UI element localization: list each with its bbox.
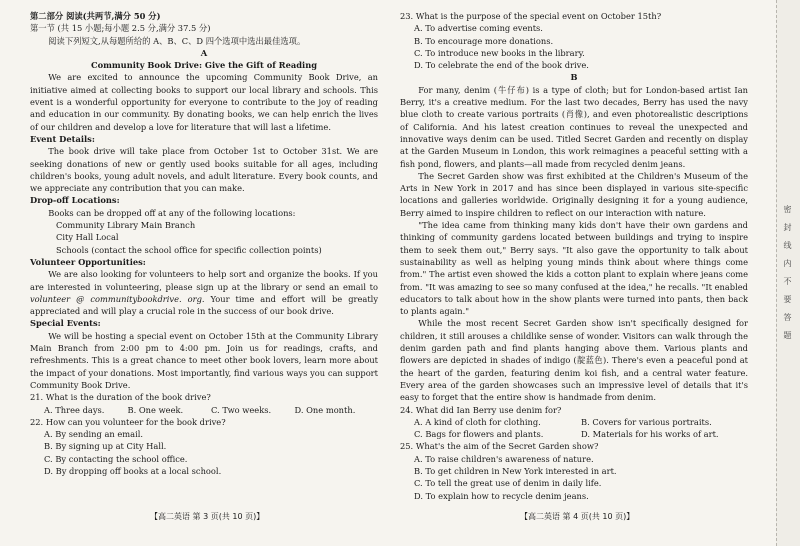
question-23-stem: 23. What is the purpose of the special event on October 15th?	[400, 11, 662, 21]
question-21-stem: 21. What is the duration of the book drive?	[30, 392, 211, 403]
option-a: A. A kind of cloth for clothing.	[414, 416, 541, 427]
option-c: C. Bags for flowers and plants.	[414, 429, 544, 440]
question-22-stem: 22. How can you volunteer for the book drive?	[30, 416, 226, 427]
passage-b-letter: B	[570, 72, 578, 83]
option-b: B. To encourage more donations.	[414, 35, 554, 46]
passage-b-paragraph-2: The Secret Garden show was first exhibited at the Children's Museum of the Arts in New York in 2017 and has since been displayed in various site-specific locations and galleries worldwide. Originally designing it for a young audience, Berry aimed to inspire children to reflect on our interaction with nature.	[400, 170, 748, 218]
volunteer-text	[30, 268, 378, 317]
question-21-options	[44, 404, 378, 416]
question-24-stem: 24. What did Ian Berry use denim for?	[400, 404, 562, 415]
option-b: B. To get children in New York interested in art.	[414, 465, 617, 476]
question-24-options-row-2	[414, 428, 748, 440]
dropoff-heading: Drop-off Locations:	[30, 195, 120, 206]
binding-margin	[776, 0, 800, 546]
option-c: C. To introduce new books in the library.	[414, 47, 585, 58]
option-c: C. Two weeks.	[211, 404, 272, 415]
special-events-text: We will be hosting a special event on October 15th at the Community Library Main Branch from 2:00 pm to 4:00 pm. Join us for readings, crafts, and refreshments. This is a great chance to meet other book lovers, learn more about the impact of your donations. Most importantly, find various ways you can support Community Book Drive.	[30, 330, 378, 390]
location-item: Schools (contact the school office for specific collection points)	[56, 244, 322, 255]
option-a: A. To advertise coming events.	[414, 23, 543, 34]
page-4-column	[400, 10, 748, 502]
passage-a-intro: We are excited to announce the upcoming Community Book Drive, an initiative aimed at collecting books to support our local library and schools. This event is a wonderful opportunity for everyone to contribute to the joy of reading and education in our community. By donating books, we can help enrich the lives of our children and develop a love for literature that will last a lifetime.	[30, 72, 378, 132]
option-a: A. Three days.	[44, 404, 105, 415]
option-c: C. To tell the great use of denim in daily life.	[414, 478, 602, 489]
option-a: A. By sending an email.	[44, 429, 144, 440]
location-item: City Hall Local	[56, 232, 119, 243]
option-b: B. One week.	[127, 404, 184, 415]
passage-a-title: Community Book Drive: Give the Gift of Reading	[90, 60, 318, 71]
volunteer-email: volunteer @ communitybookdrive. org	[30, 293, 202, 304]
dropoff-intro: Books can be dropped off at any of the following locations:	[48, 207, 296, 218]
option-d: D. To explain how to recycle denim jeans.	[414, 490, 589, 501]
page-3-column	[30, 10, 378, 477]
option-b: B. By signing up at City Hall.	[44, 441, 167, 452]
page-4-footer: 【高二英语 第 4 页(共 10 页)】	[520, 512, 635, 521]
section-title: 第一节 (共 15 小题;每小题 2.5 分,满分 37.5 分)	[30, 23, 211, 34]
option-d: D. By dropping off books at a local school.	[44, 465, 222, 476]
part-title: 第二部分 阅读(共两节,满分 50 分)	[30, 11, 161, 21]
option-c: C. By contacting the school office.	[44, 453, 188, 464]
volunteer-heading: Volunteer Opportunities:	[30, 256, 146, 267]
question-24-options-row-1	[414, 416, 748, 428]
instruction: 阅读下列短文,从每题所给的 A、B、C、D 四个选项中选出最佳选项。	[48, 35, 306, 46]
option-d: D. One month.	[294, 404, 356, 415]
event-details-heading: Event Details:	[30, 133, 95, 144]
special-events-heading: Special Events:	[30, 318, 101, 329]
passage-b-paragraph-1: For many, denim (牛仔布) is a type of cloth; but for London-based artist Ian Berry, it's a creative medium. For the last two decades, Berry has used the navy blue cloth to create various portraits (肖像), and even photorealistic descriptions of California. And his latest creation continues to reveal the unexpected and innovative ways denim can be used. Titled Secret Garden and recently on display at the Garden Museum in London, this work reimagines a peaceful setting with a fish pond, flowers, and plants—all made from recycled denim jeans.	[400, 84, 748, 169]
page-3-footer: 【高二英语 第 3 页(共 10 页)】	[150, 512, 265, 521]
binding-notice: 密封线内不要答题	[783, 205, 792, 349]
volunteer-text-part2: . Your time and effort will be greatly appreciated and will play a crucial role in the success of our book drive.	[30, 293, 379, 317]
option-b: B. Covers for various portraits.	[581, 416, 712, 427]
option-a: A. To raise children's awareness of nature.	[414, 453, 594, 464]
question-25-stem: 25. What's the aim of the Secret Garden show?	[400, 441, 599, 452]
passage-b-paragraph-4: While the most recent Secret Garden show isn't specifically designed for children, it still arouses a childlike sense of wonder. Visitors can walk through the denim garden path and find plants hanging above them. Various plants and flowers are depicted in shades of indigo (靛蓝色). There's even a peaceful pond at the heart of the garden, featuring denim koi fish, and a central water feature. Every area of the garden showcases such an impressive level of details that it's easy to forget that the entire show is handmade from denim.	[400, 318, 748, 403]
passage-b-paragraph-3: "The idea came from thinking many kids don't have their own gardens and thinking of community gardens located between buildings and trying to inspire them to seek them out," Berry says. "It also gave the opportunity to talk about sustainability as well as helping young minds think about where things come from." The artist even showed the kids a cotton plant to explain where jeans come from. "It was amazing to see so many confused at the idea," he recalls. "It enabled educators to talk about how in the show plants were turned into pants, then back to plants again."	[400, 220, 748, 317]
location-item: Community Library Main Branch	[56, 220, 196, 231]
option-d: D. Materials for his works of art.	[581, 429, 719, 440]
passage-a-letter: A	[200, 47, 208, 58]
event-details-text: The book drive will take place from October 1st to October 31st. We are seeking donations of new or gently used books suitable for all ages, including children's books, young adult novels, and adult literature. Every book counts, and we appreciate any contribution that you can make.	[30, 146, 378, 194]
option-d: D. To celebrate the end of the book drive.	[414, 60, 589, 71]
volunteer-text-part1: We are also looking for volunteers to help sort and organize the books. If you are interested in volunteering, please sign up at the library or send an email to	[30, 269, 378, 292]
